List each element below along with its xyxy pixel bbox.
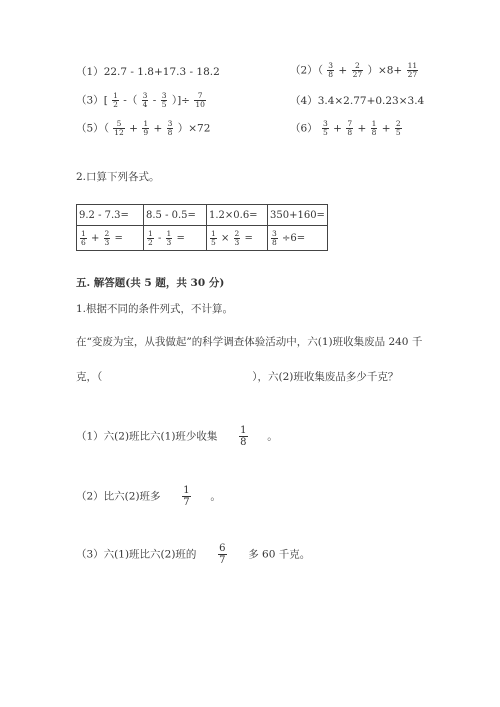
numerator: 6 xyxy=(219,543,226,554)
condition-text: （1）六(2)班比六(1)班少收集 xyxy=(76,430,218,443)
table-row xyxy=(77,205,328,226)
fraction xyxy=(112,92,119,109)
fraction xyxy=(182,485,190,508)
operator: = xyxy=(114,232,123,244)
operator: + xyxy=(381,122,391,135)
numerator: 3 xyxy=(167,119,173,128)
operator: ÷6= xyxy=(281,232,306,244)
table-cell xyxy=(268,226,328,251)
denominator: 3 xyxy=(104,237,110,247)
problem-label: （5） xyxy=(76,122,104,135)
problem-label: （2） xyxy=(290,64,318,77)
fraction xyxy=(80,230,87,247)
denominator: 7 xyxy=(219,555,226,566)
operator: × xyxy=(220,232,230,244)
fraction xyxy=(239,425,247,448)
operator: - xyxy=(157,232,162,244)
operator: + xyxy=(357,122,367,135)
condition-text: 。 xyxy=(210,490,221,503)
denominator: 8 xyxy=(347,128,353,137)
numerator: 1 xyxy=(211,228,216,238)
bracket: [ xyxy=(103,94,108,107)
operator: ）]÷ xyxy=(171,94,190,107)
operator: + xyxy=(153,122,163,135)
denominator: 7 xyxy=(183,497,190,508)
fraction xyxy=(234,230,241,247)
numerator: 11 xyxy=(407,61,418,70)
denominator: 10 xyxy=(195,100,205,109)
table-cell xyxy=(207,226,268,251)
denominator: 4 xyxy=(142,100,148,109)
fraction xyxy=(327,62,334,79)
operator: + xyxy=(129,122,138,135)
fraction xyxy=(271,230,278,247)
denominator: 8 xyxy=(371,128,377,137)
question-text-line-2 xyxy=(76,370,398,384)
problem-label: （6） xyxy=(290,122,318,135)
fraction xyxy=(210,230,217,247)
operator: ）×72 xyxy=(177,122,211,135)
condition-2 xyxy=(76,485,221,508)
fraction xyxy=(371,120,378,137)
problem-6 xyxy=(290,120,403,137)
table-cell: 9.2 - 7.3= xyxy=(77,205,144,226)
numerator: 1 xyxy=(371,119,377,128)
fraction xyxy=(218,543,226,566)
problem-2 xyxy=(290,62,419,79)
condition-3 xyxy=(76,543,310,566)
problem-5 xyxy=(76,120,210,137)
numerator: 1 xyxy=(166,228,172,238)
denominator: 8 xyxy=(272,237,277,247)
fraction xyxy=(113,120,125,137)
operator: = xyxy=(244,232,253,244)
numerator: 2 xyxy=(354,61,360,70)
denominator: 8 xyxy=(167,128,173,137)
problem-expression: 22.7 - 1.8+17.3 - 18.2 xyxy=(103,66,220,78)
operator: + xyxy=(338,64,348,77)
problem-label: （4） xyxy=(290,95,318,107)
table-cell: 350+160= xyxy=(268,205,328,226)
denominator: 5 xyxy=(211,237,216,247)
table-cell xyxy=(144,226,207,251)
condition-text: 多 60 千克。 xyxy=(248,548,311,561)
fraction xyxy=(407,62,419,79)
denominator: 3 xyxy=(234,237,240,247)
oral-heading: 2.口算下列各式。 xyxy=(76,171,160,183)
fraction xyxy=(104,230,111,247)
fraction xyxy=(161,92,168,109)
fraction xyxy=(346,120,353,137)
condition-text: （3）六(1)班比六(2)班的 xyxy=(76,548,197,561)
numerator: 3 xyxy=(328,61,334,70)
fraction xyxy=(322,120,329,137)
table-cell: 8.5 - 0.5= xyxy=(144,205,207,226)
denominator: 2 xyxy=(148,237,153,247)
table-row xyxy=(77,226,328,251)
operator: -（ xyxy=(123,94,138,107)
denominator: 27 xyxy=(407,70,418,79)
table-cell: 1.2×0.6= xyxy=(207,205,268,226)
table-cell xyxy=(77,226,144,251)
numerator: 3 xyxy=(272,228,277,238)
problem-label: （1） xyxy=(76,66,104,78)
denominator: 5 xyxy=(323,128,328,137)
numerator: 1 xyxy=(240,425,247,436)
fraction xyxy=(352,62,364,79)
condition-text: 。 xyxy=(267,430,278,443)
numerator: 1 xyxy=(81,228,86,238)
paren: （ xyxy=(317,64,323,77)
condition-1 xyxy=(76,425,278,448)
numerator: 3 xyxy=(161,91,167,100)
problem-3 xyxy=(76,92,207,109)
denominator: 5 xyxy=(161,100,167,109)
numerator: 1 xyxy=(148,228,153,238)
numerator: 5 xyxy=(116,119,122,128)
numerator: 1 xyxy=(143,119,149,128)
fraction xyxy=(142,92,149,109)
denominator: 2 xyxy=(113,100,118,109)
operator: + xyxy=(90,232,100,244)
condition-text: （2）比六(2)班多 xyxy=(76,490,161,503)
fraction xyxy=(167,120,174,137)
question-1: 1.根据不同的条件列式，不计算。 xyxy=(76,303,234,315)
fraction xyxy=(147,230,154,247)
denominator: 27 xyxy=(352,70,363,79)
operator: ）×8+ xyxy=(367,64,403,77)
numerator: 7 xyxy=(197,91,203,100)
denominator: 5 xyxy=(395,128,401,137)
text-segment: 克，（ xyxy=(76,371,103,383)
fraction xyxy=(194,92,206,109)
operator: + xyxy=(333,122,342,135)
denominator: 9 xyxy=(143,128,149,137)
fraction xyxy=(166,230,173,247)
numerator: 1 xyxy=(183,485,190,496)
text-segment: ），六(2)班收集废品多少千克？ xyxy=(252,371,399,383)
numerator: 7 xyxy=(347,119,353,128)
problem-expression: 3.4×2.77+0.23×3.4 xyxy=(317,95,425,107)
problem-label: （3） xyxy=(76,94,104,107)
section-title: 五. 解答题(共 5 题，共 30 分) xyxy=(76,277,225,289)
fraction xyxy=(142,120,149,137)
denominator: 6 xyxy=(81,237,86,247)
numerator: 3 xyxy=(142,91,148,100)
problem-4 xyxy=(290,94,424,108)
numerator: 1 xyxy=(113,91,118,100)
denominator: 12 xyxy=(114,128,124,137)
denominator: 8 xyxy=(240,437,247,448)
question-text-line-1: 在“变废为宝，从我做起”的科学调查体验活动中，六(1)班收集废品 240 千 xyxy=(76,336,423,348)
denominator: 8 xyxy=(328,70,334,79)
operator: - xyxy=(152,94,157,107)
numerator: 2 xyxy=(104,228,110,238)
paren: （ xyxy=(103,122,109,135)
numerator: 2 xyxy=(395,119,401,128)
fraction xyxy=(395,120,402,137)
operator: = xyxy=(176,232,185,244)
oral-table xyxy=(76,204,328,251)
problem-1 xyxy=(76,65,220,79)
numerator: 2 xyxy=(234,228,240,238)
denominator: 3 xyxy=(166,237,172,247)
numerator: 3 xyxy=(323,119,328,128)
